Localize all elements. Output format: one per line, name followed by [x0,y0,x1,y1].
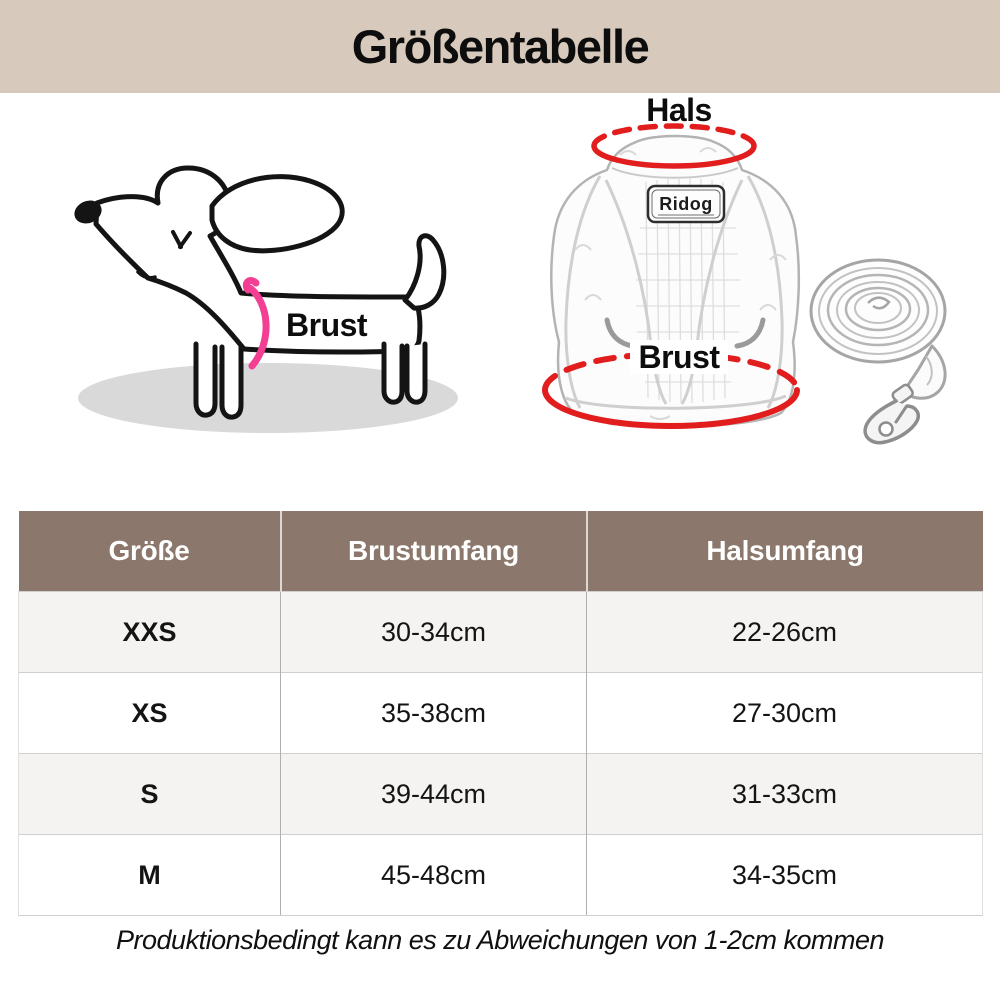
dog-chest-label: Brust [286,307,368,343]
neck-cell: 34-35cm [587,835,983,916]
chest-cell: 30-34cm [281,592,587,673]
dog-front-leg [222,346,241,417]
leash-clasp-icon [865,383,918,442]
size-cell: XXS [19,592,281,673]
dog-illustration [71,168,458,433]
neck-cell: 22-26cm [587,592,983,673]
size-cell: XS [19,673,281,754]
header-cell-chest: Brustumfang [281,511,587,592]
size-table [18,511,983,916]
neck-cell: 27-30cm [587,673,983,754]
dog-rear-leg [384,344,402,402]
header-band [0,0,1000,93]
brand-label-text: Ridog [659,194,713,214]
table-row [19,754,983,835]
illustration-section [0,93,1000,513]
harness-illustration [545,93,799,427]
dog-tail [405,236,444,308]
table-row [19,673,983,754]
table-header-row [19,511,983,592]
neck-label: Hals [646,93,712,128]
neck-cell: 31-33cm [587,754,983,835]
page-title: Größentabelle [351,20,649,73]
leash-illustration [811,260,945,443]
header-cell-size: Größe [19,511,281,592]
footnote: Produktionsbedingt kann es zu Abweichungen von 1-2cm kommen [116,925,884,955]
brand-label [648,186,724,222]
dog-ear [212,177,342,251]
table-row [19,835,983,916]
header-cell-neck: Halsumfang [587,511,983,592]
chest-cell: 39-44cm [281,754,587,835]
size-cell: S [19,754,281,835]
table-row [19,592,983,673]
chest-label: Brust [638,339,720,375]
size-cell: M [19,835,281,916]
dog-rear-leg [407,344,425,402]
dog-front-leg [196,344,215,415]
chest-cell: 45-48cm [281,835,587,916]
harness-body [551,136,799,427]
chest-cell: 35-38cm [281,673,587,754]
